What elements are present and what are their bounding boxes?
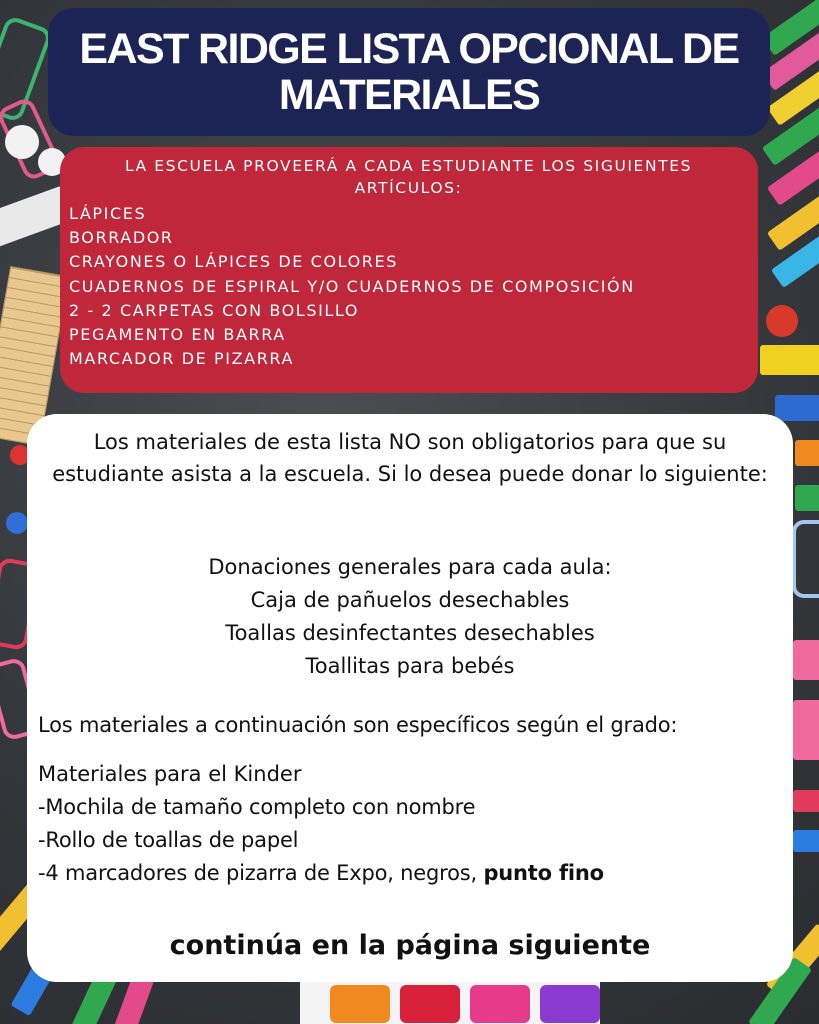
marker-icon [793, 700, 819, 760]
list-item [38, 857, 793, 890]
emphasis-text: punto fino [483, 861, 604, 885]
list-item: Caja de pañuelos desechables [250, 588, 570, 612]
provided-items-list [69, 202, 748, 371]
kinder-title: Materiales para el Kinder [38, 762, 302, 786]
intro-text: Los materiales de esta lista NO son obligatorios para que su estudiante asista a la escuela. Si lo desea puede donar lo siguiente: [52, 430, 768, 486]
list-item: Toallas desinfectantes desechables [225, 621, 595, 645]
paperclip-icon [792, 520, 819, 598]
list-item: Toallitas para bebés [305, 654, 515, 678]
list-item: CRAYONES O LÁPICES DE COLORES [69, 252, 398, 272]
marker-icon [795, 485, 819, 511]
continue-note: continúa en la página siguiente [169, 930, 651, 961]
kinder-list [38, 791, 793, 890]
pushpin-icon [6, 512, 28, 534]
list-item-text: -4 marcadores de pizarra de Expo, negros, [38, 861, 484, 885]
paint-swatch [330, 985, 390, 1023]
pencil-icon [793, 830, 819, 852]
kinder-materials [38, 758, 793, 890]
grade-specific-note: Los materiales a continuación son específicos según el grado: [38, 713, 678, 737]
list-item: 2 - 2 CARPETAS CON BOLSILLO [69, 300, 360, 320]
donation-info-card [27, 414, 793, 982]
paint-swatch [470, 985, 530, 1023]
marker-icon [775, 395, 819, 421]
general-donations-heading: Donaciones generales para cada aula: [208, 555, 612, 579]
pencil-icon [793, 790, 819, 812]
list-item: -Rollo de toallas de papel [38, 828, 299, 852]
marker-icon [760, 345, 819, 375]
list-item: BORRADOR [69, 228, 174, 248]
provided-items-heading: LA ESCUELA PROVEERÁ A CADA ESTUDIANTE LOS SIGUIENTES ARTÍCULOS: [124, 157, 693, 197]
list-item: PEGAMENTO EN BARRA [69, 325, 286, 345]
paint-swatch [540, 985, 600, 1023]
list-item: LÁPICES [69, 204, 147, 223]
title-banner [48, 8, 770, 136]
list-item: MARCADOR DE PIZARRA [69, 349, 295, 369]
marker-icon [795, 440, 819, 466]
pushpin-icon [766, 305, 798, 337]
paint-swatch [400, 985, 460, 1023]
list-item: -Mochila de tamaño completo con nombre [38, 795, 476, 819]
marker-icon [793, 640, 819, 680]
general-donations [27, 551, 793, 683]
list-item: CUADERNOS DE ESPIRAL Y/O CUADERNOS DE COMPOSICIÓN [69, 276, 635, 296]
pushpin-icon [5, 125, 39, 159]
provided-items-panel [60, 147, 758, 393]
page-title: EAST RIDGE LISTA OPCIONAL DE MATERIALES [79, 25, 739, 119]
